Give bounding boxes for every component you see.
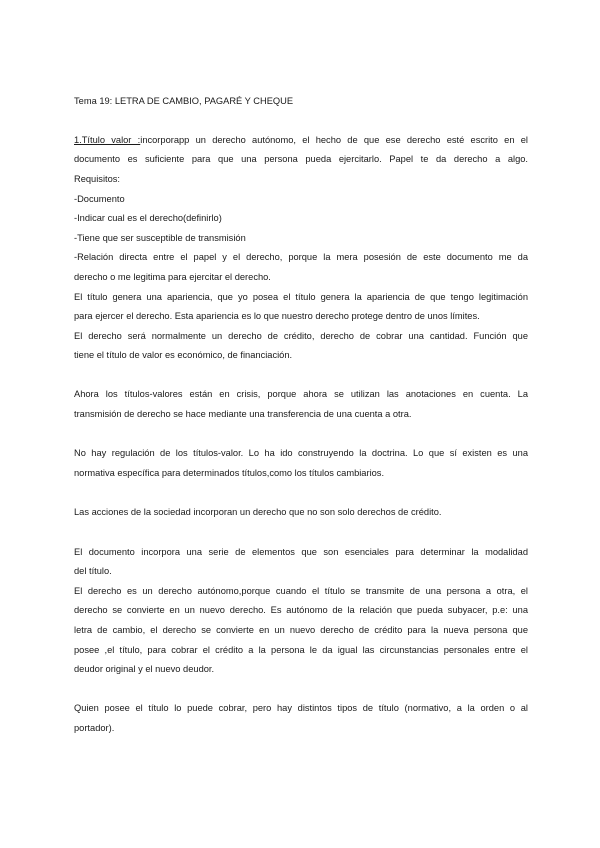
paragraph-line: Ahora los títulos-valores están en crisis, porque ahora se utilizan las anotaciones en cuenta. La	[74, 389, 528, 399]
paragraph-line: del título.	[74, 566, 112, 576]
paragraph-line: El título genera una apariencia, que yo posea el título genera la apariencia de que tengo legitimación	[74, 292, 528, 302]
paragraph-line: normativa específica para determinados títulos,como los títulos cambiarios.	[74, 468, 385, 478]
paragraph-line: para ejercer el derecho. Esta apariencia es lo que nuestro derecho protege dentro de unos límites.	[74, 311, 480, 321]
paragraph-line: No hay regulación de los títulos-valor. Lo ha ido construyendo la doctrina. Lo que sí existen es una	[74, 448, 528, 458]
paragraph-line-text: incorporapp un derecho autónomo, el hecho de que ese derecho esté escrito en el	[140, 135, 529, 145]
paragraph-line: deudor original y el nuevo deudor.	[74, 664, 215, 674]
paragraph-line: Requisitos:	[74, 174, 120, 184]
paragraph-line: Las acciones de la sociedad incorporan un derecho que no son solo derechos de crédito.	[74, 507, 442, 517]
document-title: Tema 19: LETRA DE CAMBIO, PAGARÉ Y CHEQUE	[74, 96, 294, 106]
paragraph-line: tiene el título de valor es económico, de financiación.	[74, 350, 293, 360]
list-item: -Relación directa entre el papel y el derecho, porque la mera posesión de este documento me da	[74, 252, 528, 262]
list-item: -Indicar cual es el derecho(definirlo)	[74, 213, 222, 223]
paragraph-line: El derecho es un derecho autónomo,porque cuando el título se transmite de una persona a otra, el	[74, 586, 528, 596]
paragraph-line: posee ,el título, para cobrar el crédito a la persona le da igual las circunstancias personales entre el	[74, 645, 528, 655]
paragraph-line: derecho o me legitima para ejercitar el derecho.	[74, 272, 271, 282]
paragraph-line: documento es suficiente para que una persona pueda ejercitarlo. Papel te da derecho a algo.	[74, 154, 528, 164]
heading-label: 1.Título valor :	[74, 135, 141, 145]
paragraph-line: El documento incorpora una serie de elementos que son esenciales para determinar la modalidad	[74, 547, 528, 557]
paragraph-line: letra de cambio, el derecho se convierte en un nuevo derecho de crédito para la nueva persona que	[74, 625, 528, 635]
paragraph-line: El derecho será normalmente un derecho de crédito, derecho de cobrar una cantidad. Función que	[74, 331, 528, 341]
paragraph-line: Quien posee el título lo puede cobrar, pero hay distintos tipos de título (normativo, a la orden o al	[74, 703, 528, 713]
paragraph-line: portador).	[74, 723, 115, 733]
list-item: -Tiene que ser susceptible de transmisión	[74, 233, 246, 243]
paragraph-line	[74, 134, 528, 146]
list-item: -Documento	[74, 194, 125, 204]
paragraph-line: derecho se convierte en un nuevo derecho. Es autónomo de la relación que pueda subyacer, p.e: una	[74, 605, 528, 615]
paragraph-line: transmisión de derecho se hace mediante una transferencia de una cuenta a otra.	[74, 409, 412, 419]
